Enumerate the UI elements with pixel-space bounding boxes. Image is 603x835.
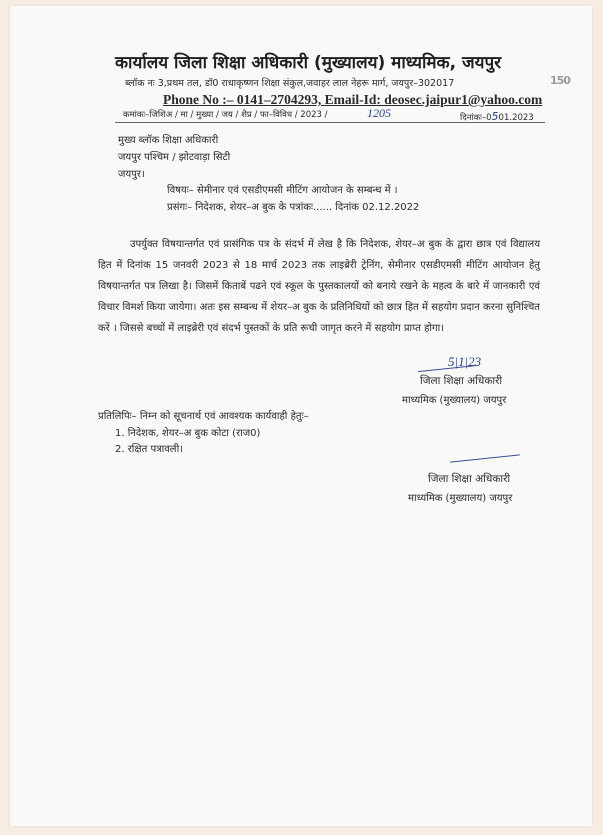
signature-1-title: जिला शिक्षा अधिकारी bbox=[420, 375, 503, 387]
body-paragraph bbox=[98, 234, 540, 339]
signature-2-subtitle: माध्यमिक (मुख्यालय) जयपुर bbox=[408, 493, 513, 504]
signature-1-subtitle: माध्यमिक (मुख्यालय) जयपुर bbox=[402, 395, 507, 406]
contact-line bbox=[163, 92, 542, 108]
anniversary-logo: 150 bbox=[550, 74, 570, 87]
signature-2-stroke bbox=[450, 454, 520, 462]
copy-to-item-1: 1. निदेशक, शेयर–अ बुक कोटा (राज0) bbox=[115, 428, 261, 439]
copy-to-item-2: 2. रक्षित पत्रावली। bbox=[115, 444, 183, 455]
phone-number: 0141–2704293, bbox=[236, 92, 325, 107]
subject-line: विषयः– सेमीनार एवं एसडीएमसी मीटिंग आयोजन के सम्बन्ध में । bbox=[167, 185, 398, 196]
signature-2-title: जिला शिक्षा अधिकारी bbox=[428, 473, 511, 485]
copy-to-heading: प्रतिलिपिः– निम्न को सूचनार्थ एवं आवश्यक कार्यवाही हेतुः– bbox=[98, 411, 309, 422]
addressee-line-1: मुख्य ब्लॉक शिक्षा अधिकारी bbox=[118, 135, 219, 146]
body-text: उपर्युक्त विषयान्तर्गत एवं प्रासंगिक पत्र के संदर्भ में लेख है कि निदेशक, शेयर–अ बुक के द्वारा छात्र एवं विद्यालय हित में दिनांक 15 जनवरी 2023 से 18 मार्च 2023 तक लाइब्रेरी ट्रेनिंग, सेमीनार एसडीएमसी मीटिंग आयोजन हेतु विषयान्तर्गत पत्र लिखा है। जिसमें किताबें पढने एवं स्कूल के पुस्तकालयों को बनाये रखने के महत्व के बारे में जानकारी एवं विचार विमर्श किया जायेगा। अतः इस सम्बन्ध में शेयर–अ बुक के प्रतिनिधियों को छात्र हित में सहयोग प्रदान करना सुनिश्चित करें । जिससे बच्चों में लाइब्रेरी एवं संदर्भ पुस्तकों के प्रति रूची जागृत करने में सहयोग प्राप्त होगा। bbox=[98, 239, 540, 334]
email-address: Email-Id: deosec.jaipur1@yahoo.com bbox=[324, 92, 543, 107]
letter-page bbox=[10, 6, 592, 826]
office-title: कार्यालय जिला शिक्षा अधिकारी (मुख्यालय) माध्यमिक, जयपुर bbox=[115, 53, 502, 73]
handwritten-ref-number: 1205 bbox=[367, 106, 391, 120]
addressee-line-2: जयपुर पश्चिम / झोटवाड़ा सिटी bbox=[118, 152, 231, 163]
signature-1-handwritten-date: 5|1|23 bbox=[448, 354, 482, 369]
reference-number: कमांकः–जिशिअ / मा / मुख्या / जय / शैप्र / फा–विविध / 2023 / bbox=[123, 110, 328, 120]
addressee-line-3: जयपुर। bbox=[118, 169, 145, 180]
header-divider bbox=[115, 122, 545, 123]
office-address: ब्लॉक नः 3,प्रथम तल, डॉ0 राधाकृष्णन शिक्षा संकुल,जवाहर लाल नेहरू मार्ग, जयपुर–302017 bbox=[125, 78, 455, 89]
date-handwritten: 5 bbox=[491, 110, 499, 123]
date-label: दिनांकः–0 bbox=[460, 113, 492, 123]
phone-label: Phone No :– bbox=[163, 92, 237, 107]
reference-line: प्रसंगः– निदेशक, शेयर–अ बुक के पत्रांकः...... दिनांक 02.12.2022 bbox=[167, 202, 420, 213]
date-rest: 01.2023 bbox=[498, 113, 534, 123]
